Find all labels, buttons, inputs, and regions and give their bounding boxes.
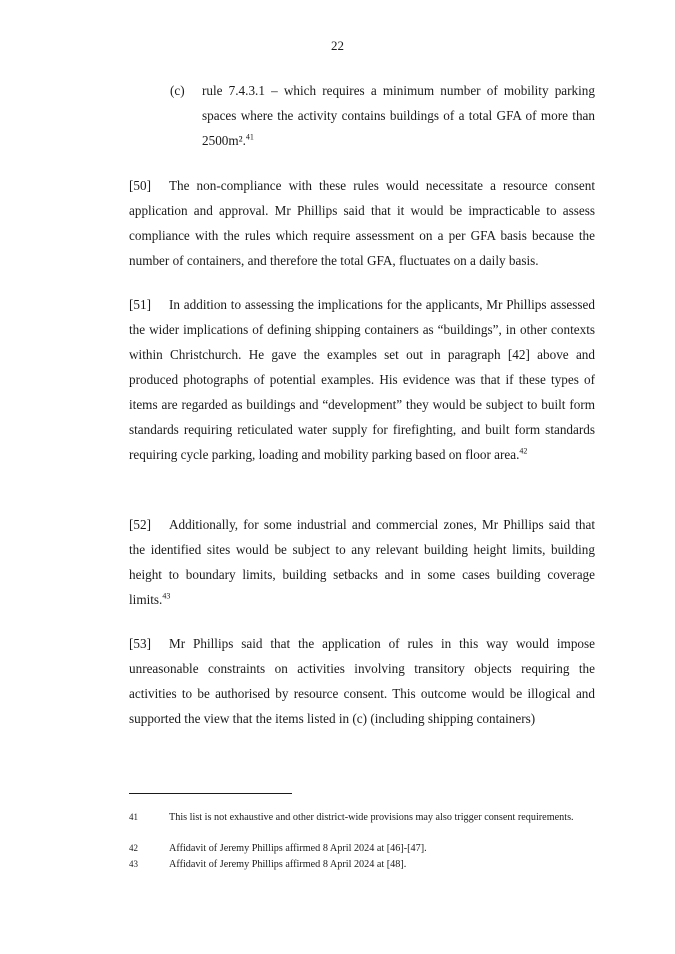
page-number: 22 — [331, 38, 344, 53]
paragraph-52 — [129, 512, 595, 612]
footnote-text: Affidavit of Jeremy Phillips affirmed 8 April 2024 at [46]-[47]. — [169, 843, 427, 854]
paragraph-text: Additionally, for some industrial and commercial zones, Mr Phillips said that the identified sites would be subject to any relevant building height limits, building height to boundary limits, building setbacks and in some cases building coverage limits. — [129, 517, 595, 607]
footnote-43 — [129, 858, 595, 871]
paragraph-text: Mr Phillips said that the application of rules in this way would impose unreasonable constraints on activities involving transitory objects requiring the activities to be authorised by resource consent. This outcome would be illogical and supported the view that the items listed in (c) (including shipping containers) — [129, 636, 595, 726]
paragraph-number: [52] — [129, 517, 151, 532]
footnote-text: This list is not exhaustive and other district-wide provisions may also trigger consent requirements. — [169, 812, 574, 823]
paragraph-text: In addition to assessing the implications for the applicants, Mr Phillips assessed the wider implications of defining shipping containers as “buildings”, in other contexts within Christchurch. He gave the examples set out in paragraph [42] above and produced photographs of potential examples. His evidence was that if these types of items are regarded as buildings and “development” they would be subject to built form standards requiring reticulated water supply for firefighting, and built form standards requiring cycle parking, loading and mobility parking based on floor area. — [129, 297, 595, 462]
paragraph-text: The non-compliance with these rules would necessitate a resource consent application and approval. Mr Phillips said that it would be impracticable to assess compliance with the rules which require assessment on a per GFA basis because the number of containers, and therefore the total GFA, fluctuates on a daily basis. — [129, 178, 595, 268]
footnote-number: 41 — [129, 812, 138, 822]
footnote-41 — [129, 811, 595, 824]
footnote-ref[interactable]: 41 — [245, 132, 254, 142]
footnote-42 — [129, 842, 595, 855]
footnote-ref[interactable]: 42 — [519, 446, 528, 456]
paragraph-number: [51] — [129, 297, 151, 312]
paragraph-53 — [129, 631, 595, 731]
sub-item-text: rule 7.4.3.1 – which requires a minimum number of mobility parking spaces where the activity contains buildings of a total GFA of more than 2500m².$^{41}$ — [202, 83, 595, 148]
footnote-number: 43 — [129, 859, 138, 869]
sub-item-marker: (c) — [170, 83, 185, 98]
paragraph-number: [50] — [129, 178, 151, 193]
footnote-ref[interactable]: 43 — [162, 591, 171, 601]
sub-item-c — [170, 78, 595, 153]
paragraph-51 — [129, 292, 595, 467]
footnote-number: 42 — [129, 843, 138, 853]
paragraph-number: [53] — [129, 636, 151, 651]
paragraph-50 — [129, 173, 595, 273]
footnote-text: Affidavit of Jeremy Phillips affirmed 8 April 2024 at [48]. — [169, 859, 407, 870]
footnote-divider — [129, 793, 292, 794]
